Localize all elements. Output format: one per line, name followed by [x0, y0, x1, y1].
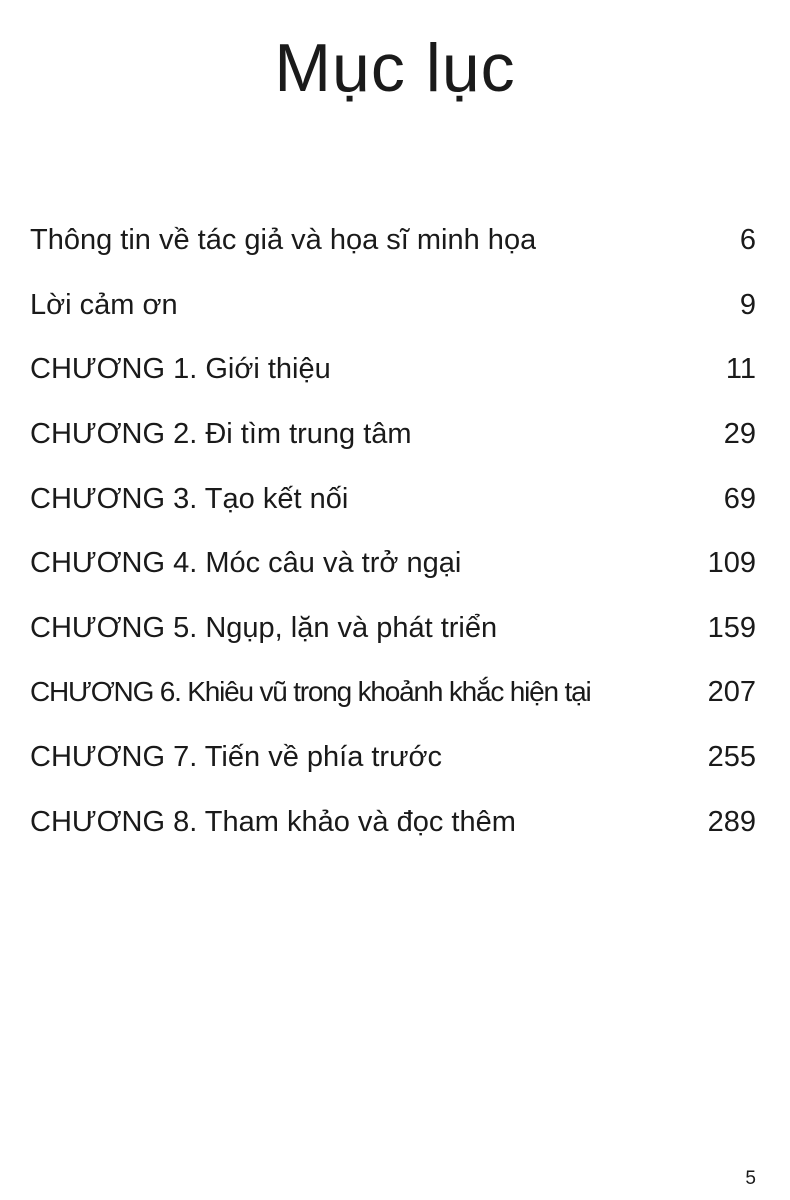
toc-entry-page: 289 [707, 805, 756, 838]
toc-entry-title: CHƯƠNG 6. Khiêu vũ trong khoảnh khắc hiện tại [30, 676, 591, 708]
toc-entry-page: 6 [739, 224, 756, 257]
toc-entry-chapter-4[interactable] [30, 531, 756, 596]
toc-entry-page: 207 [707, 676, 756, 709]
toc-entry-chapter-8[interactable] [30, 789, 756, 854]
toc-entry-title: CHƯƠNG 3. Tạo kết nối [30, 482, 349, 515]
toc-entry-page: 159 [707, 611, 756, 644]
toc-entry-page: 109 [707, 547, 756, 580]
toc-entry-chapter-7[interactable] [30, 725, 756, 790]
toc-entry-title: CHƯƠNG 8. Tham khảo và đọc thêm [30, 805, 516, 838]
toc-entry-page: 255 [707, 741, 756, 774]
toc-entry-page: 69 [723, 482, 756, 515]
toc-entry-acknowledgements[interactable] [30, 273, 756, 338]
toc-entry-chapter-3[interactable] [30, 466, 756, 531]
toc-entry-title: CHƯƠNG 1. Giới thiệu [30, 353, 331, 386]
toc-entry-author-info[interactable] [30, 208, 756, 273]
toc-entry-title: CHƯƠNG 4. Móc câu và trở ngại [30, 547, 462, 580]
toc-entry-title: CHƯƠNG 5. Ngụp, lặn và phát triển [30, 611, 498, 644]
page-number: 5 [745, 1168, 756, 1189]
toc-entry-title: Thông tin về tác giả và họa sĩ minh họa [30, 224, 537, 257]
toc-entry-chapter-1[interactable] [30, 337, 756, 402]
toc-entry-title: CHƯƠNG 2. Đi tìm trung tâm [30, 418, 412, 451]
toc-entry-chapter-2[interactable] [30, 402, 756, 467]
toc-entry-page: 11 [725, 353, 756, 386]
toc-entry-title: Lời cảm ơn [30, 288, 178, 321]
toc-entry-chapter-6[interactable] [30, 660, 756, 725]
toc-entry-page: 29 [723, 418, 756, 451]
toc-entry-chapter-5[interactable] [30, 596, 756, 661]
page-title: Mục lục [274, 30, 516, 106]
toc-entry-page: 9 [739, 288, 756, 321]
toc-entry-title: CHƯƠNG 7. Tiến về phía trước [30, 741, 443, 774]
table-of-contents [30, 208, 756, 854]
